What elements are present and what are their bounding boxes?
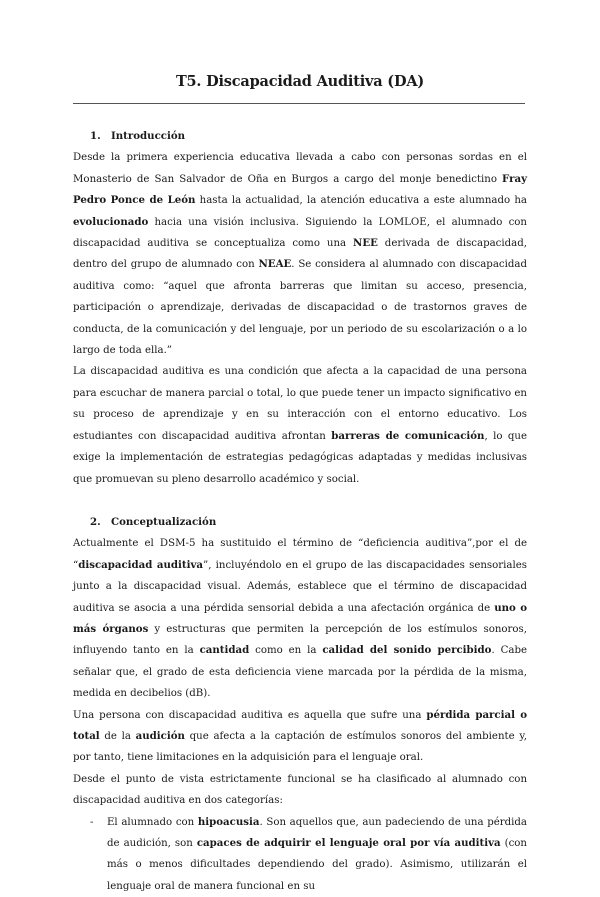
text-run: de la [99,730,136,742]
paragraph [73,705,527,769]
paragraph [73,361,527,489]
text-run: . Se considera al alumnado con discapacidad auditiva como: “aquel que afronta barreras que limitan su acceso, presencia, participación o aprendizaje, derivadas de discapacidad o de trastornos graves de conducta, de la comunicación y del lenguaje, por un periodo de su escolarización o a lo largo de toda ella.” [73,259,527,357]
title-divider [73,103,525,104]
text-run: (con más o menos dificultades dependiendo del grado). Asimismo, utilizarán el lenguaje oral de manera funcional en su [107,838,527,892]
page-title: T5. Discapacidad Auditiva (DA) [175,73,425,90]
text-run: y estructuras que permiten la percepción de los estímulos sonoros, influyendo tanto en la [73,623,527,657]
bold-text: calidad del sonido percibido [322,644,492,657]
section-number: 2. [90,515,101,528]
bold-text: capaces de adquirir el lenguaje oral por vía auditiva [196,837,501,849]
list-item [90,812,528,897]
bold-text: audición [135,729,185,742]
text-run: . Son aquellos que, aun padeciendo de una pérdida de audición, son [107,816,528,849]
bold-text: barreras de comunicación [331,429,485,442]
bold-text: NEAE [258,258,292,271]
section-title: Conceptualización [111,515,217,528]
text-run: , lo que exige la implementación de estrategias pedagógicas adaptadas y medidas inclusivas que promuevan su pleno desarrollo académico y social. [73,430,528,485]
paragraph [73,533,527,704]
text-run: derivada de discapacidad, dentro del grupo de alumnado con [73,238,527,271]
text-run: Actualmente el DSM-5 ha sustituido el término de “deficiencia auditiva”,por el de “ [73,538,527,571]
bold-text: Fray Pedro Ponce de León [73,172,527,207]
bold-text: evolucionado [73,215,149,228]
text-run: hacia una visión inclusiva. Siguiendo la LOMLOE, el alumnado con discapacidad auditiva se conceptualiza como una [73,216,527,250]
text-run: El alumnado con [107,816,198,828]
bold-text: hipoacusia [197,815,260,828]
section-spacer [73,490,527,512]
text-run: Una persona con discapacidad auditiva es aquella que sufre una [73,709,427,721]
bold-text: uno o más órganos [73,601,527,635]
text-run: ”, incluyéndolo en el grupo de las discapacidades sensoriales junto a la discapacidad visual. Además, establece que el término de discapacidad auditiva se asocia a una pérdida sensorial debida a una afectación orgánica de [73,559,527,614]
text-run: La discapacidad auditiva es una condición que afecta a la capacidad de una persona para escuchar de manera parcial o total, lo que puede tener un impacto significativo en su proceso de aprendizaje y en su interacción con el entorno educativo. Los estudiantes con discapacidad auditiva afrontan [73,366,527,442]
paragraph [73,147,527,361]
text-run: como en la [249,645,323,657]
section-heading-introduccion [90,126,527,147]
bold-text: cantidad [199,644,250,657]
section-heading-conceptualizacion [90,512,527,533]
text-run: . Cabe señalar que, el grado de esta deficiencia viene marcada por la pérdida de la misma, medida en decibelios (dB). [73,645,527,700]
bold-text: NEE [353,237,378,250]
text-run: Desde la primera experiencia educativa llevada a cabo con personas sordas en el Monasterio de San Salvador de Oña en Burgos a cargo del monje benedictino [73,152,527,185]
paragraph: Desde el punto de vista estrictamente funcional se ha clasificado al alumnado con discapacidad auditiva en dos categorías: [73,773,527,807]
section-number: 1. [90,130,101,142]
bold-text: pérdida parcial o total [73,708,528,742]
document-body [73,126,527,897]
bold-text: discapacidad auditiva [78,558,204,571]
section-title: Introducción [111,130,186,142]
bullet-dash: - [90,816,94,828]
text-run: hasta la actualidad, la atención educativa a este alumnado ha [195,195,527,207]
text-run: que afecta a la captación de estímulos sonoros del ambiente y, por tanto, tiene limitaciones en la adquisición para el lenguaje oral. [73,730,527,764]
